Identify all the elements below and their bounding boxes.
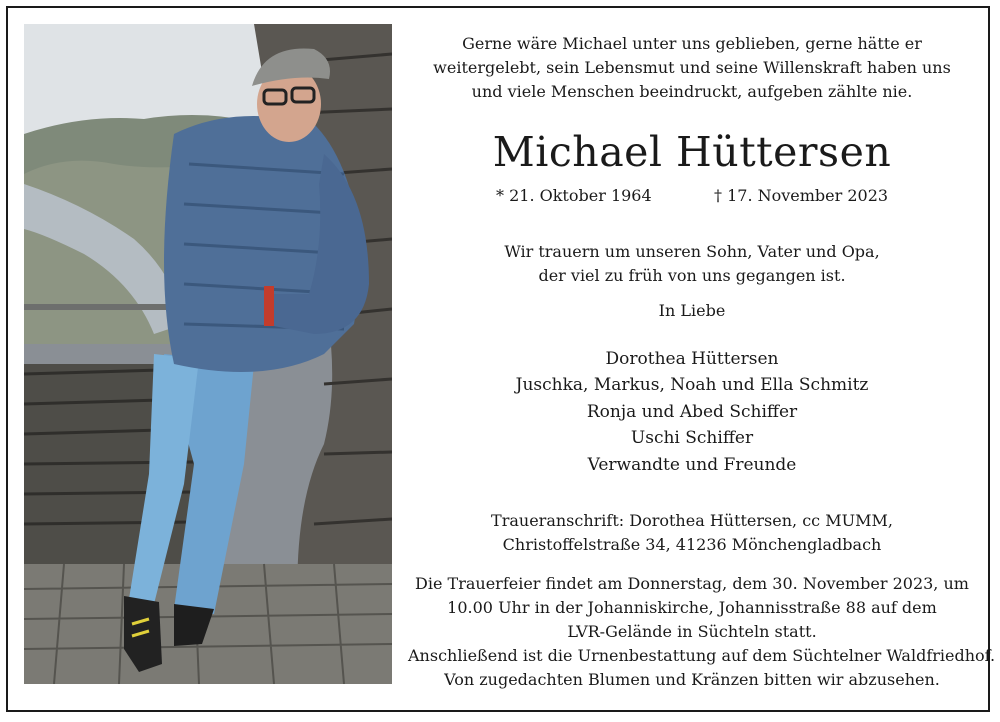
ceremony-line: Anschließend ist die Urnenbestattung auf dem Süchtelner Waldfriedhof.: [408, 646, 996, 665]
address-line: Traueranschrift: Dorothea Hüttersen, cc MUMM,: [491, 511, 893, 530]
ceremony-line: Von zugedachten Blumen und Kränzen bitten wir abzusehen.: [444, 670, 940, 689]
mourning-line: Wir trauern um unseren Sohn, Vater und Opa,: [504, 242, 880, 261]
birth-date: * 21. Oktober 1964: [496, 186, 652, 205]
family-member: Dorothea Hüttersen: [605, 349, 779, 369]
ceremony-line: 10.00 Uhr in der Johanniskirche, Johannisstraße 88 auf dem: [447, 598, 937, 617]
deceased-name: Michael Hüttersen: [492, 128, 892, 176]
ceremony-line: Die Trauerfeier findet am Donnerstag, dem 30. November 2023, um: [415, 574, 969, 593]
ceremony-line: LVR-Gelände in Süchteln statt.: [567, 622, 817, 641]
family-member: Uschi Schiffer: [630, 428, 754, 448]
intro-line: Gerne wäre Michael unter uns geblieben, gerne hätte er: [462, 34, 922, 53]
death-date: † 17. November 2023: [714, 186, 889, 205]
portrait-photo: [24, 24, 392, 684]
mourning-line: der viel zu früh von uns gegangen ist.: [538, 266, 846, 285]
intro-line: weitergelebt, sein Lebensmut und seine Willenskraft haben uns: [433, 58, 951, 77]
family-member: Verwandte und Freunde: [587, 455, 797, 475]
intro-line: und viele Menschen beeindruckt, aufgeben zählte nie.: [471, 82, 913, 101]
family-member: Ronja und Abed Schiffer: [586, 402, 798, 422]
address-line: Christoffelstraße 34, 41236 Mönchengladbach: [502, 535, 882, 554]
family-member: Juschka, Markus, Noah und Ella Schmitz: [515, 375, 869, 395]
in-love: In Liebe: [658, 301, 726, 320]
